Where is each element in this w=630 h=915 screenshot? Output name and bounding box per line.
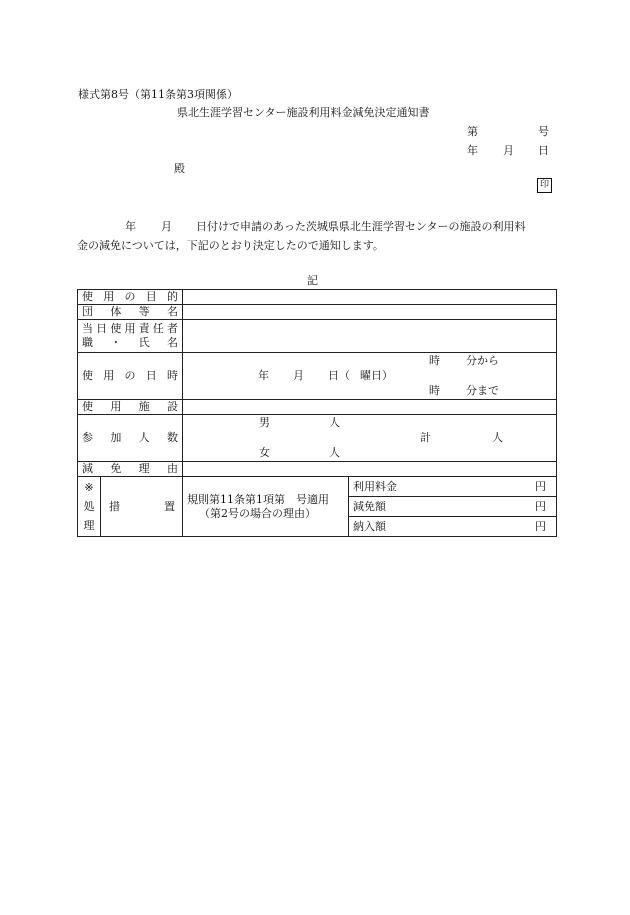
ki-heading: 記 — [307, 274, 318, 287]
datetime-value[interactable]: 年 月 日（ 曜日） 時 分から 時 分まで — [183, 353, 557, 400]
label-measure: 措 置 — [101, 477, 183, 537]
addressee-suffix: 殿 — [174, 162, 185, 175]
date-year: 年 — [467, 144, 478, 157]
date-day: 日 — [538, 144, 549, 157]
doc-no-prefix: 第 — [467, 125, 478, 138]
fee-reduction[interactable]: 減免額 円 — [349, 497, 557, 517]
fee-payment[interactable]: 納入額 円 — [349, 517, 557, 537]
label-processing: ※ 処 理 — [78, 477, 101, 537]
body-month: 月 — [161, 220, 172, 233]
form-table — [77, 289, 557, 537]
rule-applied: 規則第11条第1項第 号適用 （第2号の場合の理由） — [183, 477, 349, 537]
label-responsible: 当 日 使 用 責 任 者 職 ・ 氏 名 — [78, 320, 183, 353]
label-facility: 使 用 施 設 — [78, 400, 183, 415]
row-participants — [78, 415, 557, 462]
row-datetime — [78, 353, 557, 400]
participants-value[interactable]: 男 人 女 人 計 人 — [183, 415, 557, 462]
row-purpose — [78, 290, 557, 305]
date-month: 月 — [503, 144, 514, 157]
label-purpose: 使 用 の 目 的 — [78, 290, 183, 305]
label-participants: 参 加 人 数 — [78, 415, 183, 462]
form-number: 様式第8号（第11条第3項関係） — [78, 88, 238, 101]
document-title: 県北生涯学習センター施設利用料金減免決定通知書 — [177, 106, 430, 119]
facility-value[interactable] — [183, 400, 557, 415]
doc-no-suffix: 号 — [538, 125, 549, 138]
label-reason: 減 免 理 由 — [78, 462, 183, 477]
fee-usage[interactable]: 利用料金 円 — [349, 477, 557, 497]
row-reason — [78, 462, 557, 477]
label-datetime: 使 用 の 日 時 — [78, 353, 183, 400]
body-line2: 金の減免については，下記のとおり決定したので通知します。 — [77, 239, 384, 252]
seal-mark: 印 — [537, 178, 552, 193]
label-group: 団 体 等 名 — [78, 305, 183, 320]
row-facility — [78, 400, 557, 415]
body-line1: 日付けで申請のあった茨城県県北生涯学習センターの施設の利用料 — [196, 220, 526, 233]
reason-value[interactable] — [183, 462, 557, 477]
group-value[interactable] — [183, 305, 557, 320]
responsible-value[interactable] — [183, 320, 557, 353]
row-processing-1 — [78, 477, 557, 497]
row-responsible — [78, 320, 557, 353]
processing-mark: ※ — [84, 481, 94, 494]
body-year: 年 — [125, 220, 136, 233]
purpose-value[interactable] — [183, 290, 557, 305]
row-group — [78, 305, 557, 320]
